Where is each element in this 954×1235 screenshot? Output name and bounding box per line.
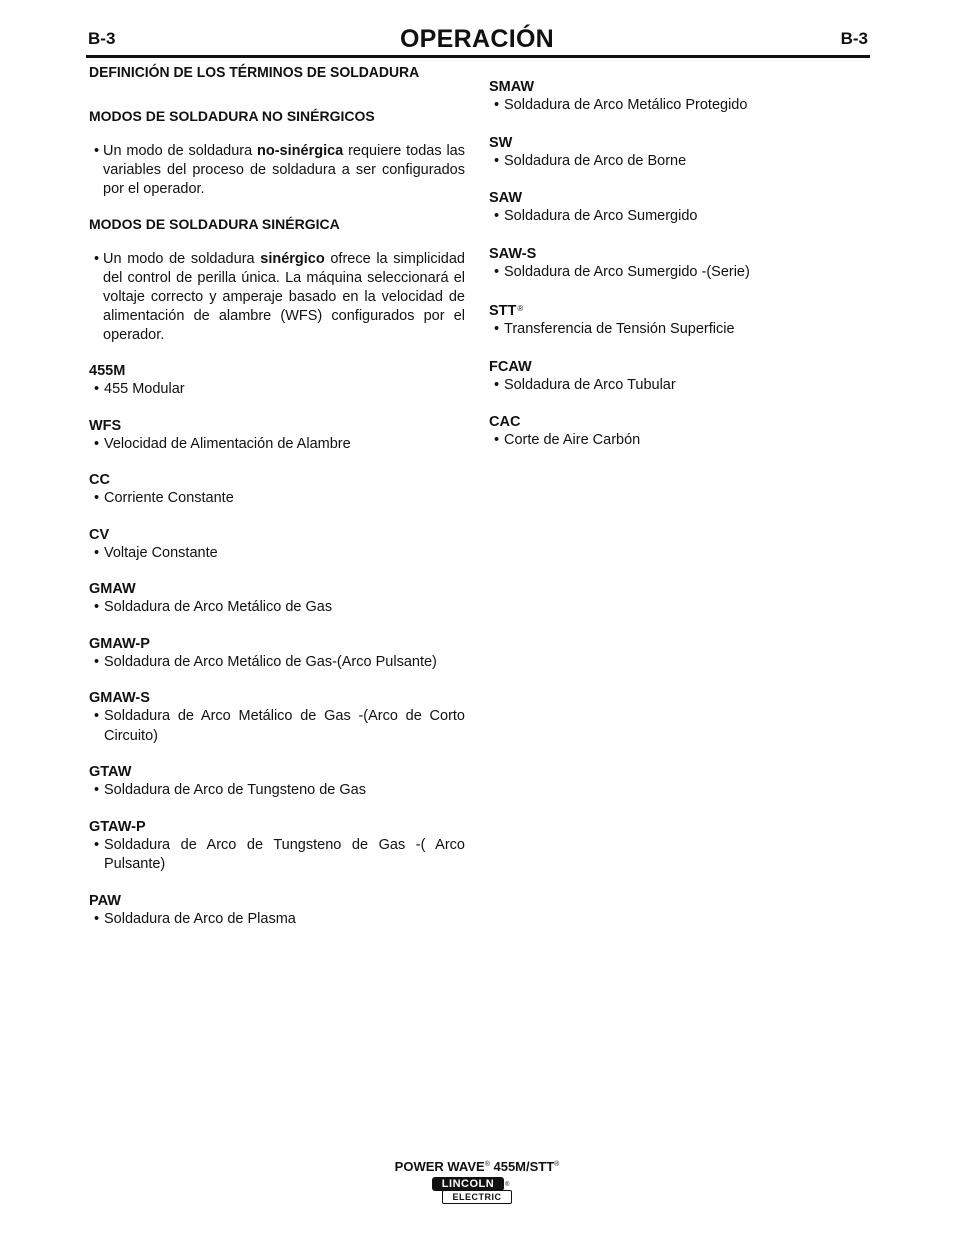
- term-heading: 455M: [89, 363, 126, 379]
- term-desc-text: Soldadura de Arco Metálico Protegido: [504, 97, 748, 113]
- mode-non-synergic: [89, 108, 465, 199]
- term-description: [89, 910, 465, 930]
- term-description: [89, 435, 465, 455]
- bullet: •: [494, 208, 500, 224]
- mode-bold-term: no-sinérgica: [257, 143, 344, 159]
- term-gtaw-p: [89, 818, 465, 875]
- bullet: •: [494, 152, 500, 169]
- term-desc-text: Velocidad de Alimentación de Alambre: [104, 435, 351, 452]
- term-description: [489, 152, 869, 172]
- term-heading: CV: [89, 526, 110, 543]
- term-heading: GMAW-P: [89, 635, 150, 652]
- right-column: [489, 78, 869, 469]
- bullet: •: [94, 653, 100, 670]
- term-desc-text: Soldadura de Arco Metálico de Gas: [104, 599, 333, 615]
- term-description: [89, 781, 465, 801]
- term-desc-text: Corriente Constante: [104, 490, 234, 506]
- mode-bold-term: sinérgico: [260, 251, 325, 267]
- term-description: [489, 207, 869, 227]
- term-desc-text: 455 Modular: [104, 381, 185, 397]
- bullet: •: [94, 708, 100, 724]
- term-desc-text: Soldadura de Arco de Tungsteno de Gas -( Arco Pulsante): [104, 836, 465, 872]
- term-description: [89, 653, 465, 673]
- lincoln-electric-logo: [432, 1177, 512, 1205]
- term-heading: GTAW-P: [89, 818, 146, 835]
- term-description: [89, 380, 465, 400]
- section-title: DEFINICIÓN DE LOS TÉRMINOS DE SOLDADURA: [89, 64, 420, 81]
- term-455m: [89, 362, 465, 400]
- term-heading: WFS: [89, 417, 122, 434]
- left-column: [89, 64, 465, 946]
- term-cc: [89, 471, 465, 509]
- term-cv: [89, 526, 465, 564]
- term-sw: [489, 134, 869, 172]
- term-heading: SMAW: [489, 79, 535, 95]
- term-desc-text: Soldadura de Arco de Plasma: [104, 910, 296, 927]
- term-paw: [89, 892, 465, 930]
- term-desc-text: Transferencia de Tensión Superficie: [504, 321, 735, 337]
- term-stt: [489, 300, 869, 340]
- header-code-left: B-3: [88, 29, 116, 48]
- term-description: [489, 263, 869, 283]
- bullet: •: [94, 251, 100, 267]
- term-description: [489, 320, 869, 340]
- term-desc-text: Corte de Aire Carbón: [504, 432, 641, 448]
- term-saw-s: [489, 245, 869, 283]
- bullet: •: [94, 782, 100, 798]
- header-rule: [86, 55, 870, 58]
- term-gtaw: [89, 763, 465, 801]
- mode-text-after: ofrece la simplicidad del control de perilla única. La máquina seleccionará el voltaje correcto y amperaje basado en la velocidad de alimentación de alambre (WFS) configurados por el operador.: [103, 251, 465, 343]
- mode-text-before: Un modo de soldadura: [103, 251, 261, 267]
- term-description: [89, 836, 465, 875]
- term-description: [89, 489, 465, 509]
- registered-mark: ®: [554, 1161, 560, 1168]
- term-description: [489, 431, 869, 451]
- logo-top-text: LINCOLN: [432, 1177, 504, 1191]
- term-description: [89, 707, 465, 746]
- mode-synergic: [89, 216, 465, 345]
- term-heading: GTAW: [89, 764, 132, 780]
- bullet: •: [494, 97, 500, 113]
- term-gmaw-p: [89, 635, 465, 673]
- term-heading: GMAW-S: [89, 690, 150, 706]
- term-heading: PAW: [89, 892, 121, 909]
- mode-description: [89, 250, 465, 345]
- bullet: •: [494, 432, 500, 448]
- logo-registered-mark: ®: [505, 1182, 510, 1188]
- term-gmaw: [89, 580, 465, 618]
- bullet: •: [94, 490, 100, 506]
- term-description: [489, 376, 869, 396]
- page-title: OPERACIÓN: [399, 25, 555, 53]
- term-desc-text: Soldadura de Arco de Tungsteno de Gas: [104, 782, 366, 798]
- bullet: •: [94, 836, 100, 853]
- footer-product-name: [0, 1159, 954, 1174]
- term-smaw: [489, 78, 869, 116]
- logo-bottom-text: ELECTRIC: [442, 1190, 512, 1204]
- term-desc-text: Soldadura de Arco de Borne: [504, 152, 687, 169]
- mode-heading: MODOS DE SOLDADURA NO SINÉRGICOS: [89, 108, 375, 124]
- term-saw: [489, 189, 869, 227]
- mode-description: [89, 142, 465, 199]
- term-description: [489, 96, 869, 116]
- registered-mark: ®: [484, 1161, 490, 1168]
- term-desc-text: Soldadura de Arco Sumergido: [504, 208, 698, 224]
- term-heading: SAW: [489, 190, 523, 206]
- term-heading: FCAW: [489, 358, 532, 375]
- term-heading: SW: [489, 134, 513, 151]
- term-heading-stt: [489, 300, 869, 320]
- term-fcaw: [489, 358, 869, 396]
- term-description: [89, 544, 465, 564]
- term-desc-text: Soldadura de Arco Metálico de Gas -(Arco de Corto Circuito): [104, 708, 465, 744]
- registered-mark: ®: [517, 304, 524, 313]
- term-desc-text: Soldadura de Arco Tubular: [504, 376, 676, 393]
- term-description: [89, 598, 465, 618]
- bullet: •: [494, 321, 500, 337]
- mode-text-after: requiere todas las variables del proceso de soldadura a ser configurados por el operador.: [103, 143, 465, 197]
- bullet: •: [494, 376, 500, 393]
- bullet: •: [94, 599, 100, 615]
- term-wfs: [89, 417, 465, 455]
- term-gmaw-s: [89, 689, 465, 746]
- term-heading: GMAW: [89, 581, 136, 597]
- term-cac: [489, 413, 869, 451]
- term-heading-text: STT: [489, 303, 517, 319]
- header-code-right: B-3: [840, 29, 868, 48]
- term-heading: SAW-S: [489, 245, 537, 262]
- bullet: •: [94, 143, 100, 159]
- term-desc-text: Soldadura de Arco Metálico de Gas-(Arco Pulsante): [104, 653, 437, 670]
- mode-text-before: Un modo de soldadura: [103, 143, 258, 159]
- product-name-part1: POWER WAVE: [394, 1159, 485, 1174]
- term-desc-text: Voltaje Constante: [104, 544, 218, 561]
- mode-heading: MODOS DE SOLDADURA SINÉRGICA: [89, 216, 340, 232]
- product-name-part2: 455M/STT: [489, 1159, 555, 1174]
- bullet: •: [94, 544, 100, 561]
- bullet: •: [494, 263, 500, 280]
- bullet: •: [94, 381, 100, 397]
- term-desc-text: Soldadura de Arco Sumergido -(Serie): [504, 263, 750, 280]
- bullet: •: [94, 910, 100, 927]
- bullet: •: [94, 435, 100, 452]
- term-heading: CAC: [489, 414, 521, 430]
- term-heading: CC: [89, 472, 110, 488]
